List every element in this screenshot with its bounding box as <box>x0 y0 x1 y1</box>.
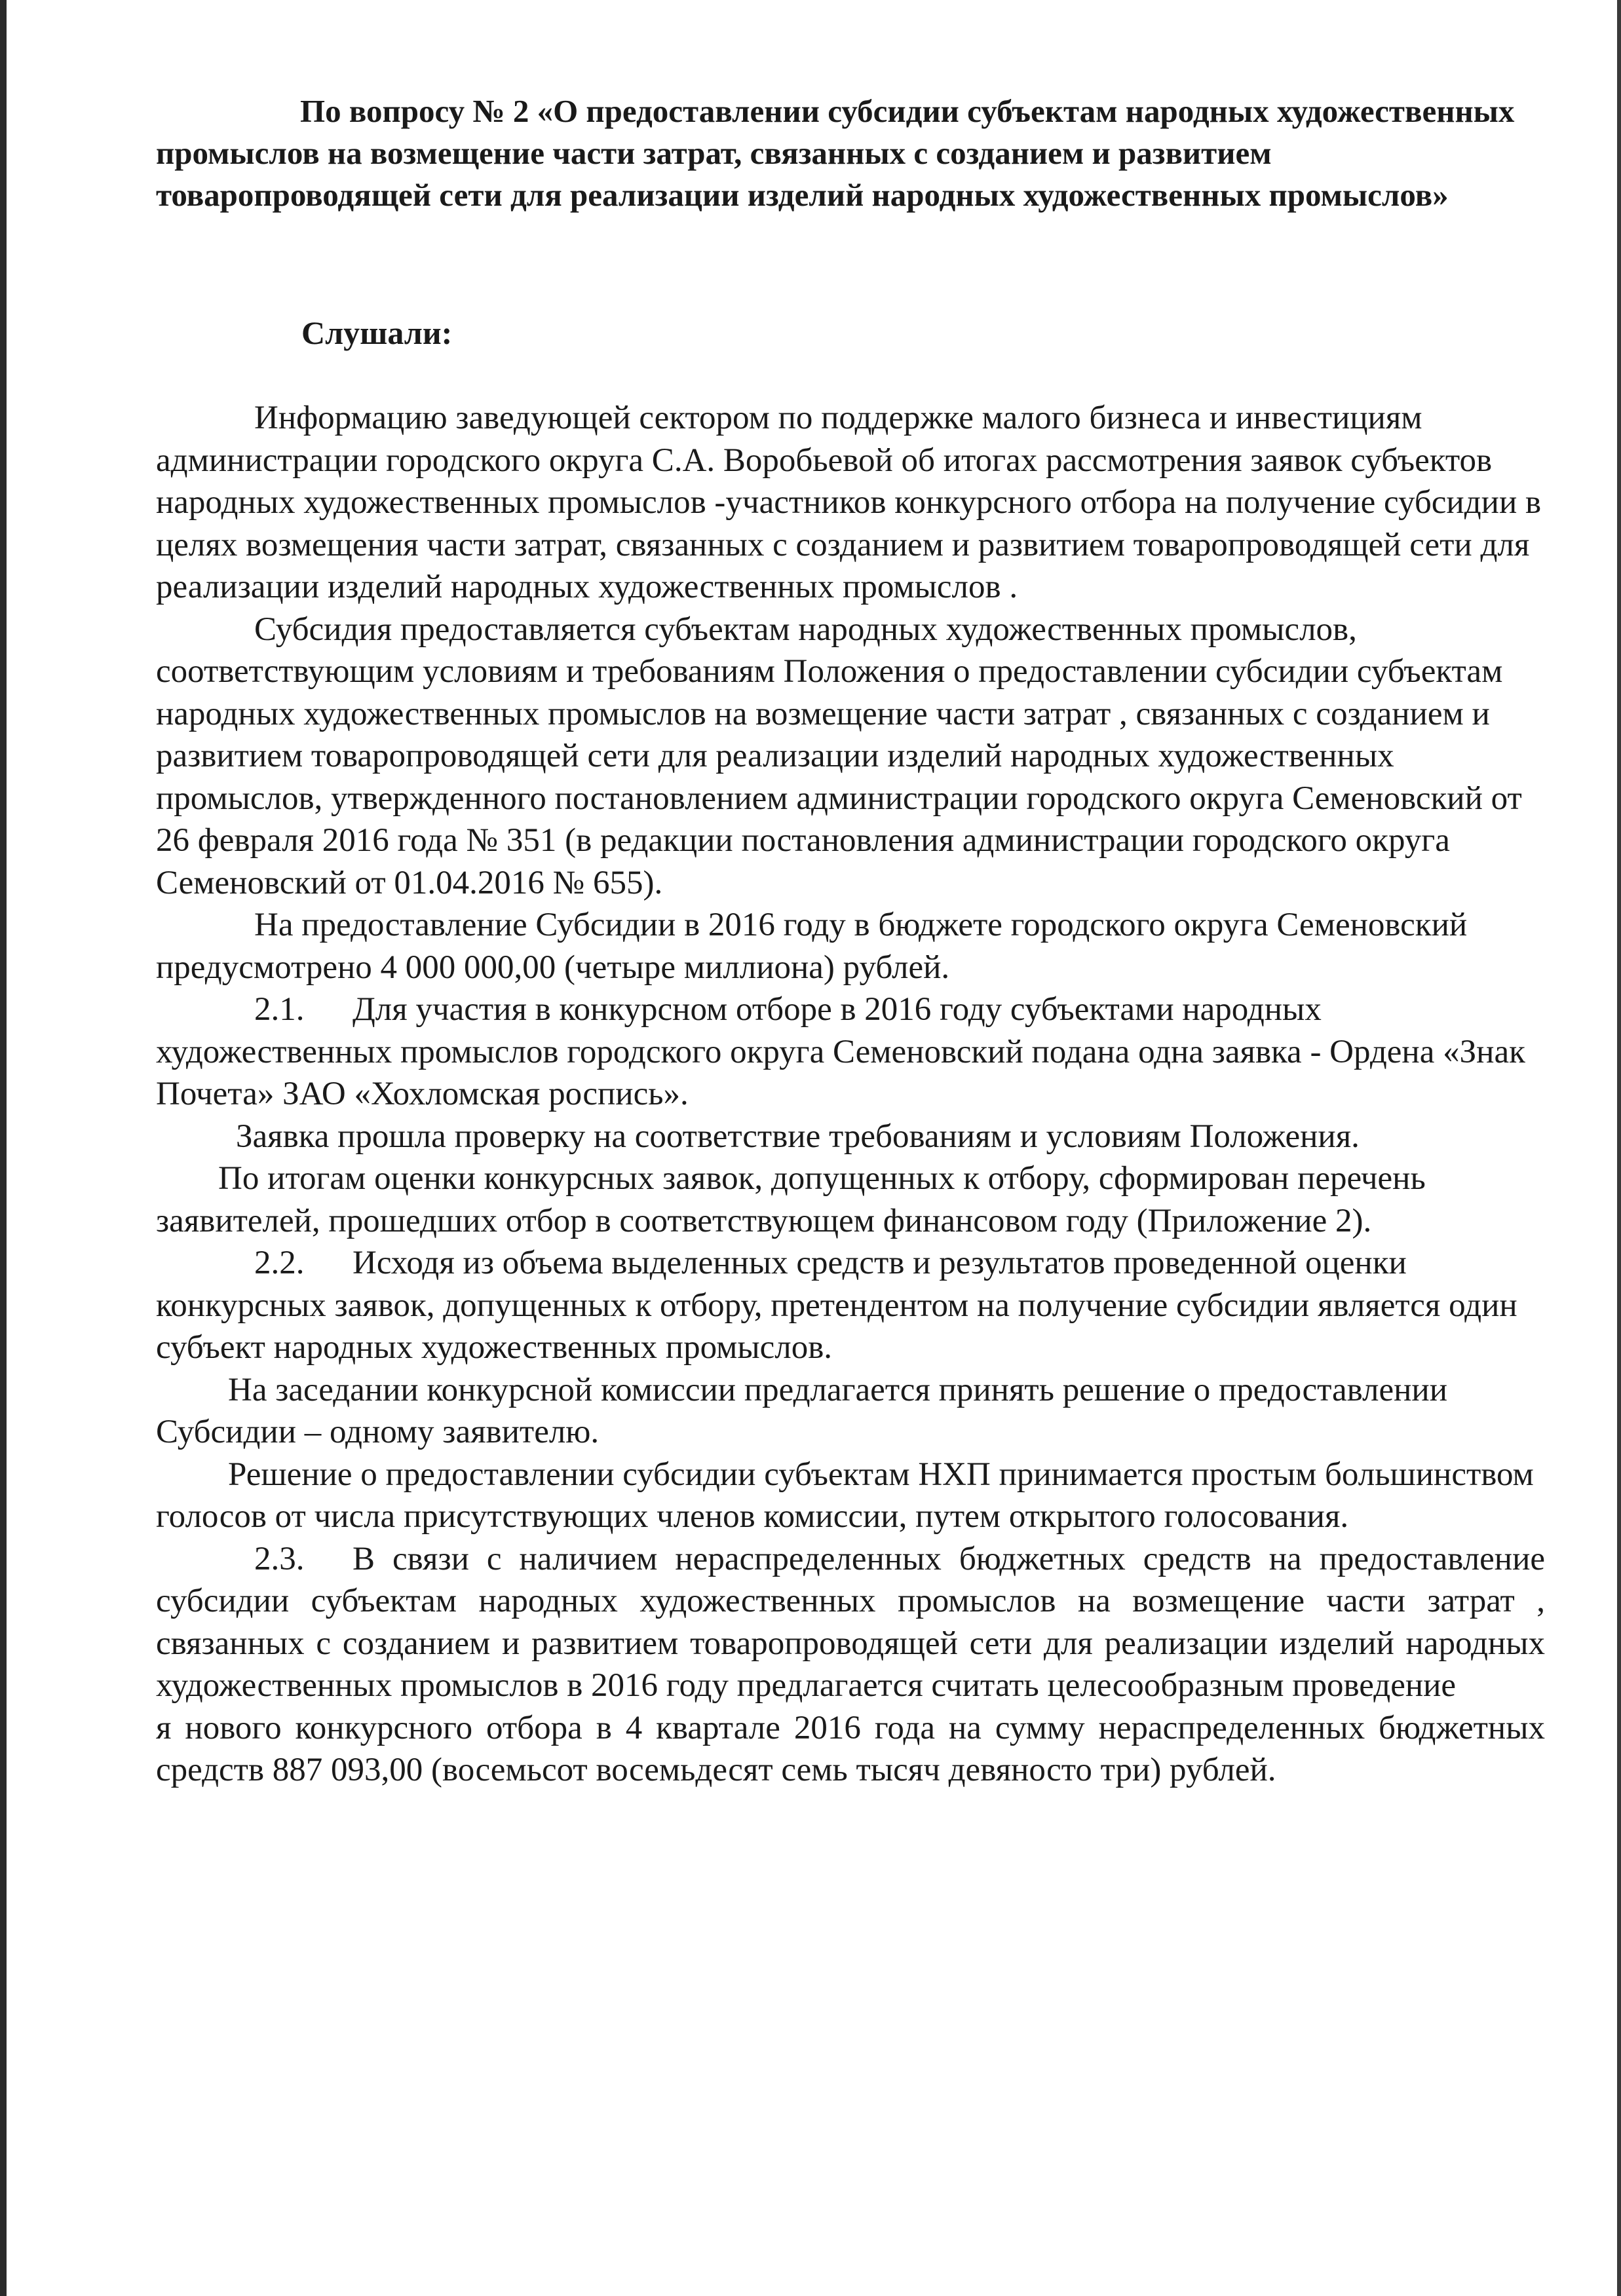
paragraph-voting-procedure: Решение о предоставлении субсидии субъектам НХП принимается простым большинством голосов от числа присутствующих членов комиссии, путем открытого голосования. <box>156 1456 1534 1535</box>
paragraph-evaluation-results: По итогам оценки конкурсных заявок, допущенных к отбору, сформирован перечень заявителей, прошедших отбор в соответствующем финансовом году (Приложение 2). <box>156 1160 1426 1239</box>
item-text: Исходя из объема выделенных средств и результатов проведенной оценки конкурсных заявок, допущенных к отбору, претендентом на получение субсидии является один субъект народных художественных промыслов. <box>156 1245 1517 1366</box>
item-text: В связи с наличием нераспределенных бюджетных средств на предоставление субсидии субъектам народных художественных промыслов на возмещение части затрат , связанных с созданием и развитием товаропроводящей сети для реализации изделий народных художественных промыслов в 2016 году предлагается считать целесообразным проведение <box>156 1540 1545 1704</box>
paragraph-information: Информацию заведующей сектором по поддержке малого бизнеса и инвестициям администрации городского округа С.А. Воробьевой об итогах рассмотрения заявок субъектов народных художественных промыслов -участников конкурсного отбора на получение субсидии в целях возмещения части затрат, связанных с созданием и развитием товаропроводящей сети для реализации изделий народных художественных промыслов . <box>156 400 1542 605</box>
item-number: 2.3. <box>254 1540 305 1577</box>
paragraph-budget: На предоставление Субсидии в 2016 году в бюджете городского округа Семеновский предусмотрено 4 000 000,00 (четыре миллиона) рублей. <box>156 907 1468 986</box>
paragraph-new-selection: я нового конкурсного отбора в 4 квартале 2016 года на сумму нераспределенных бюджетных средств 887 093,00 (восемьсот восемьдесят семь тысяч девяносто три) рублей. <box>156 1709 1545 1788</box>
scan-border-right <box>1617 0 1621 2296</box>
paragraph-subsidy-conditions: Субсидия предоставляется субъектам народных художественных промыслов, соответствующим условиям и требованиям Положения о предоставлении субсидии субъектам народных художественных промыслов на возмещение части затрат , связанных с созданием и развитием товаропроводящей сети для реализации изделий народных художественных промыслов, утвержденного постановлением администрации городского округа Семеновский от 26 февраля 2016 года № 351 (в редакции постановления администрации городского округа Семеновский от 01.04.2016 № 655). <box>156 611 1522 901</box>
agenda-item-heading: По вопросу № 2 «О предоставлении субсидии субъектам народных художественных промыслов на возмещение части затрат, связанных с созданием и развитием товаропроводящей сети для реализации изделий народных художественных промыслов» <box>156 93 1515 213</box>
numbered-item <box>156 1242 1545 1369</box>
heard-label: Слушали: <box>301 314 453 351</box>
numbered-item <box>156 988 1545 1116</box>
scan-border-left <box>0 0 7 2296</box>
numbered-item <box>156 1538 1545 1707</box>
item-number: 2.1. <box>254 991 305 1028</box>
item-text: Для участия в конкурсном отборе в 2016 году субъектами народных художественных промыслов городского округа Семеновский подана одна заявка - Ордена «Знак Почета» ЗАО «Хохломская роспись». <box>156 991 1525 1112</box>
document-body <box>156 397 1545 1792</box>
paragraph-commission-proposal: На заседании конкурсной комиссии предлагается принять решение о предоставлении Субсидии – одному заявителю. <box>156 1371 1448 1450</box>
paragraph-application-check: Заявка прошла проверку на соответствие требованиям и условиям Положения. <box>236 1118 1360 1155</box>
item-number: 2.2. <box>254 1245 305 1281</box>
